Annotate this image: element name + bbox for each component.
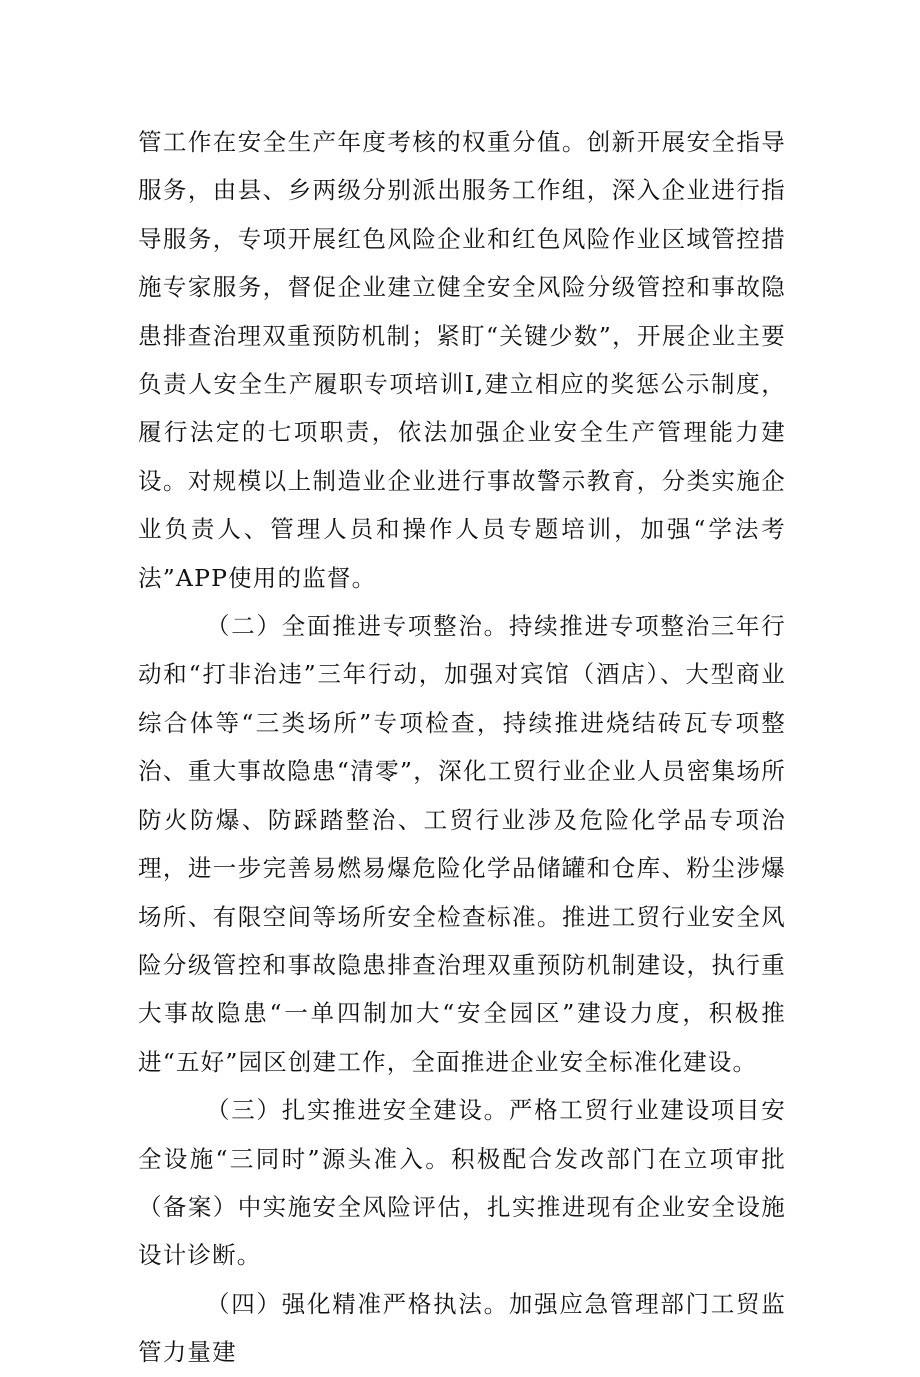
paragraph-section-4: （四）强化精准严格执法。加强应急管理部门工贸监管力量建	[138, 1289, 786, 1367]
document-body	[138, 118, 786, 1377]
paragraph-continuation: 管工作在安全生产年度考核的权重分值。创新开展安全指导服务，由县、乡两级分别派出服务工作组，深入企业进行指导服务，专项开展红色风险企业和红色风险作业区域管控措施专家服务，督促企业建立健全安全风险分级管控和事故隐患排查治理双重预防机制；紧盯“关键少数”，开展企业主要负责人安全生产履职专项培训Ⅰ,建立相应的奖惩公示制度，履行法定的七项职责，依法加强企业安全生产管理能力建设。对规模以上制造业企业进行事故警示教育，分类实施企业负责人、管理人员和操作人员专题培训，加强“学法考法”APP使用的监督。	[138, 128, 786, 592]
paragraph-section-2: （二）全面推进专项整治。持续推进专项整治三年行动和“打非治违”三年行动，加强对宾馆（酒店）、大型商业综合体等“三类场所”专项检查，持续推进烧结砖瓦专项整治、重大事故隐患“清零”，深化工贸行业企业人员密集场所防火防爆、防踩踏整治、工贸行业涉及危险化学品专项治理，进一步完善易燃易爆危险化学品储罐和仓库、粉尘涉爆场所、有限空间等场所安全检查标准。推进工贸行业安全风险分级管控和事故隐患排查治理双重预防机制建设，执行重大事故隐患“一单四制加大“安全园区”建设力度，积极推进“五好”园区创建工作，全面推进企业安全标准化建设。	[138, 612, 786, 1076]
paragraph-section-3: （三）扎实推进安全建设。严格工贸行业建设项目安全设施“三同时”源头准入。积极配合发改部门在立项审批（备案）中实施安全风险评估，扎实推进现有企业安全设施设计诊断。	[138, 1096, 786, 1270]
